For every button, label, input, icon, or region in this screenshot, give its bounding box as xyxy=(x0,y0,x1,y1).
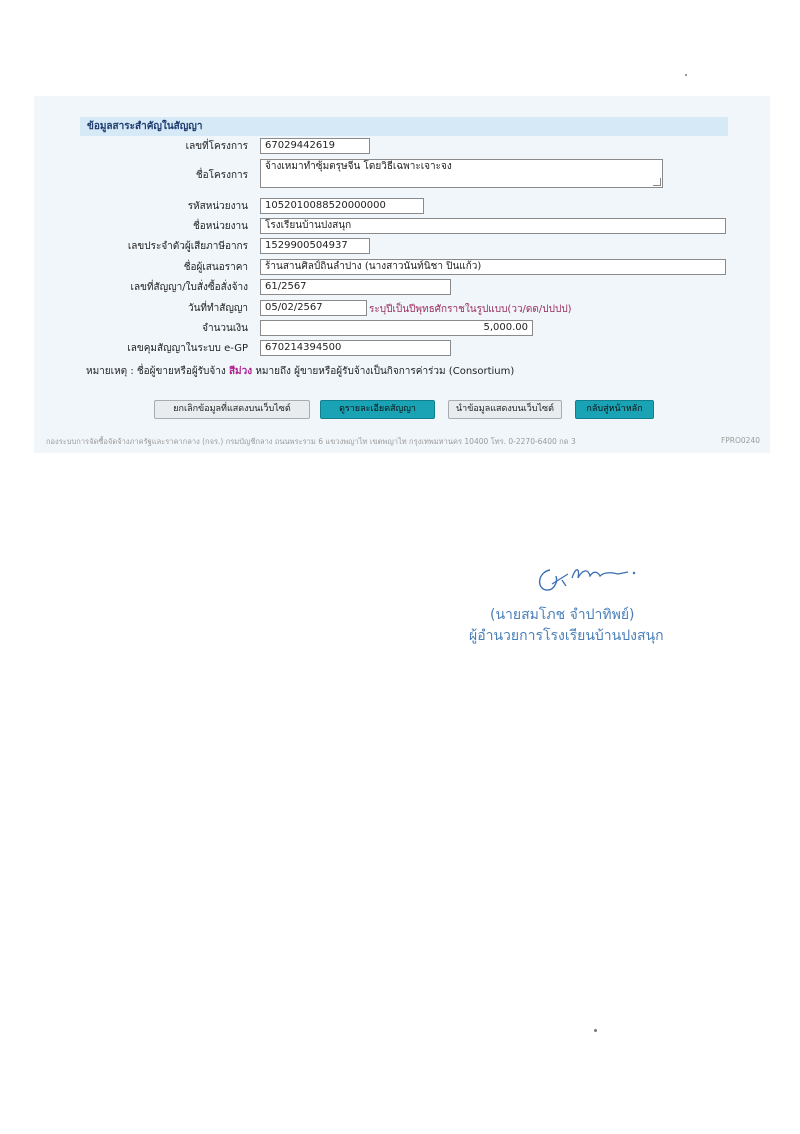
project-name-value: จ้างเหมาทำซุ้มตรุษจีน โดยวิธีเฉพาะเจาะจง xyxy=(265,161,452,172)
contract-no-field[interactable]: 61/2567 xyxy=(260,279,451,295)
contract-date-field[interactable]: 05/02/2567 xyxy=(260,300,367,316)
note-color-word: สีม่วง xyxy=(228,366,253,377)
contract-no-label: เลขที่สัญญา/ใบสั่งซื้อสั่งจ้าง xyxy=(130,282,248,293)
signatory-name: (นายสมโภช จำปาทิพย์) xyxy=(490,607,635,623)
footer-address: กองระบบการจัดซื้อจัดจ้างภาครัฐและราคากลาง (กจร.) กรมบัญชีกลาง ถนนพระราม 6 แขวงพญาไท เขตพญาไท กรุงเทพมหานคร 10400 โทร. 0-2270-6400 กด 3 xyxy=(46,437,576,446)
section-title: ข้อมูลสาระสำคัญในสัญญา xyxy=(80,117,728,136)
view-contract-button[interactable]: ดูรายละเอียดสัญญา xyxy=(320,400,435,419)
signatory-title: ผู้อำนวยการโรงเรียนบ้านปงสนุก xyxy=(469,628,664,644)
tax-id-label: เลขประจำตัวผู้เสียภาษีอากร xyxy=(127,241,248,252)
project-no-label: เลขที่โครงการ xyxy=(185,141,248,152)
amount-field[interactable]: 5,000.00 xyxy=(260,320,533,336)
project-name-field[interactable] xyxy=(260,159,663,188)
back-home-button[interactable]: กลับสู่หน้าหลัก xyxy=(575,400,654,419)
egp-no-label: เลขคุมสัญญาในระบบ e-GP xyxy=(127,343,248,354)
scan-speck xyxy=(594,1029,597,1032)
consortium-note xyxy=(86,364,514,379)
date-format-hint: ระบุปีเป็นปีพุทธศักราชในรูปแบบ(วว/ดด/ปปปป) xyxy=(369,304,572,315)
cancel-publish-button[interactable]: ยกเลิกข้อมูลที่แสดงบนเว็บไซต์ xyxy=(154,400,310,419)
resize-grip-icon[interactable] xyxy=(653,178,661,186)
egp-no-field[interactable]: 670214394500 xyxy=(260,340,451,356)
scan-speck xyxy=(685,74,687,76)
agency-name-field[interactable]: โรงเรียนบ้านปงสนุก xyxy=(260,218,726,234)
form-code: FPRO0240 xyxy=(720,436,760,445)
agency-code-field[interactable]: 1052010088520000000 xyxy=(260,198,424,214)
agency-name-label: ชื่อหน่วยงาน xyxy=(192,221,248,232)
note-suffix: หมายถึง ผู้ขายหรือผู้รับจ้างเป็นกิจการค่าร่วม (Consortium) xyxy=(255,366,515,377)
handwritten-signature xyxy=(532,560,642,600)
project-no-field[interactable]: 67029442619 xyxy=(260,138,370,154)
note-prefix: หมายเหตุ : ชื่อผู้ขายหรือผู้รับจ้าง xyxy=(86,366,226,377)
amount-label: จำนวนเงิน xyxy=(202,323,248,334)
bidder-name-field[interactable]: ร้านสานศิลป์ถิ่นลำปาง (นางสาวนันท์นิชา ปิ่นแก้ว) xyxy=(260,259,726,275)
project-name-label: ชื่อโครงการ xyxy=(195,170,248,181)
tax-id-field[interactable]: 1529900504937 xyxy=(260,238,370,254)
agency-code-label: รหัสหน่วยงาน xyxy=(187,201,248,212)
contract-date-label: วันที่ทำสัญญา xyxy=(187,303,248,314)
publish-button[interactable]: นำข้อมูลแสดงบนเว็บไซต์ xyxy=(448,400,562,419)
bidder-name-label: ชื่อผู้เสนอราคา xyxy=(183,262,248,273)
